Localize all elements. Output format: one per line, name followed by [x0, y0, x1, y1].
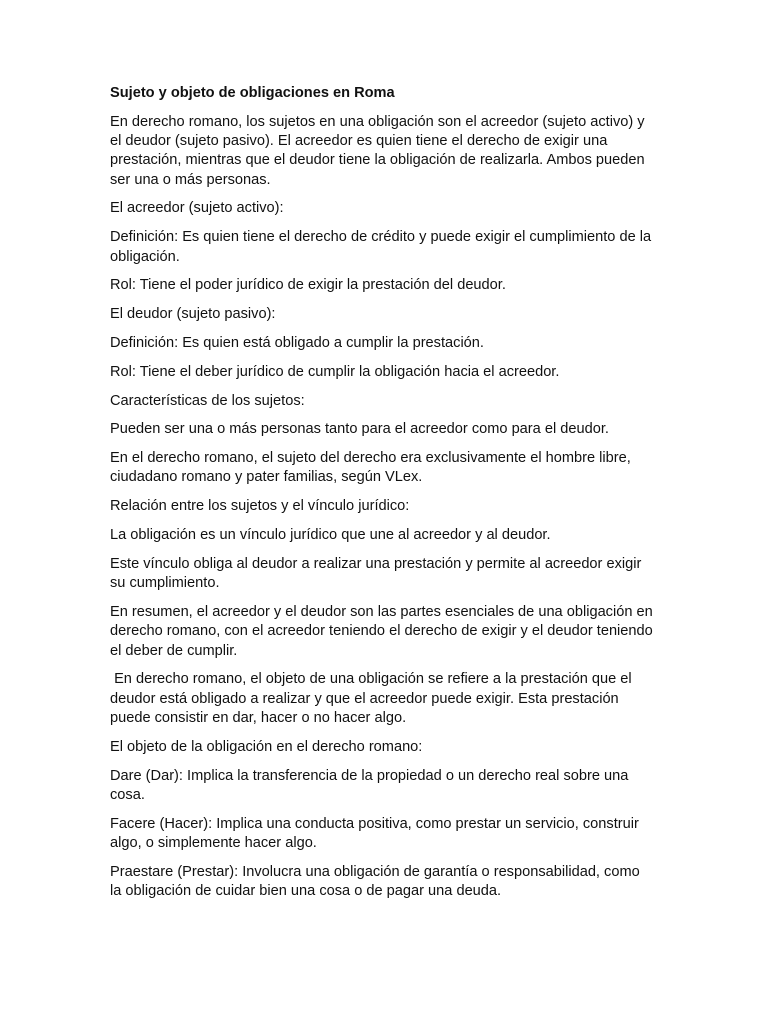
- paragraph-object-intro: En derecho romano, el objeto de una obligación se refiere a la prestación que el deudor está obligado a realizar y que el acreedor puede exigir. Esta prestación puede consistir en dar, hacer o no hacer algo.: [110, 671, 636, 726]
- paragraph-object-facere: Facere (Hacer): Implica una conducta positiva, como prestar un servicio, construir algo, o simplemente hacer algo.: [110, 815, 639, 851]
- paragraph-object-heading: El objeto de la obligación en el derecho romano:: [110, 738, 423, 755]
- paragraph-creditor-definition: Definición: Es quien tiene el derecho de crédito y puede exigir el cumplimiento de la obligación.: [110, 229, 652, 265]
- paragraph-relation-bond: La obligación es un vínculo jurídico que une al acreedor y al deudor.: [110, 527, 551, 544]
- paragraph-debtor-role: Rol: Tiene el deber jurídico de cumplir la obligación hacia el acreedor.: [110, 363, 560, 380]
- paragraph-characteristics-count: Pueden ser una o más personas tanto para el acreedor como para el deudor.: [110, 421, 609, 438]
- paragraph-characteristics-subject: En el derecho romano, el sujeto del derecho era exclusivamente el hombre libre, ciudadano romano y pater familias, según VLex.: [110, 450, 631, 486]
- document-page: [110, 84, 655, 911]
- paragraph-creditor-heading: El acreedor (sujeto activo):: [110, 200, 284, 217]
- paragraph-creditor-role: Rol: Tiene el poder jurídico de exigir la prestación del deudor.: [110, 277, 506, 294]
- paragraph-intro-subjects: En derecho romano, los sujetos en una obligación son el acreedor (sujeto activo) y el deudor (sujeto pasivo). El acreedor es quien tiene el derecho de exigir una prestación, mientras que el deudor tiene la obligación de realizarla. Ambos pueden ser una o más personas.: [110, 113, 645, 188]
- paragraph-object-dare: Dare (Dar): Implica la transferencia de la propiedad o un derecho real sobre una cosa.: [110, 767, 629, 803]
- paragraph-debtor-heading: El deudor (sujeto pasivo):: [110, 306, 276, 323]
- paragraph-summary: En resumen, el acreedor y el deudor son las partes esenciales de una obligación en derecho romano, con el acreedor teniendo el derecho de exigir y el deudor teniendo el deber de cumplir.: [110, 603, 653, 659]
- paragraph-object-praestare: Praestare (Prestar): Involucra una obligación de garantía o responsabilidad, como la obligación de cuidar bien una cosa o de pagar una deuda.: [110, 863, 640, 899]
- document-title: Sujeto y objeto de obligaciones en Roma: [110, 85, 395, 101]
- paragraph-debtor-definition: Definición: Es quien está obligado a cumplir la prestación.: [110, 334, 484, 351]
- paragraph-characteristics-heading: Características de los sujetos:: [110, 392, 305, 409]
- paragraph-relation-obligation: Este vínculo obliga al deudor a realizar una prestación y permite al acreedor exigir su cumplimiento.: [110, 555, 642, 592]
- paragraph-relation-heading: Relación entre los sujetos y el vínculo jurídico:: [110, 498, 410, 515]
